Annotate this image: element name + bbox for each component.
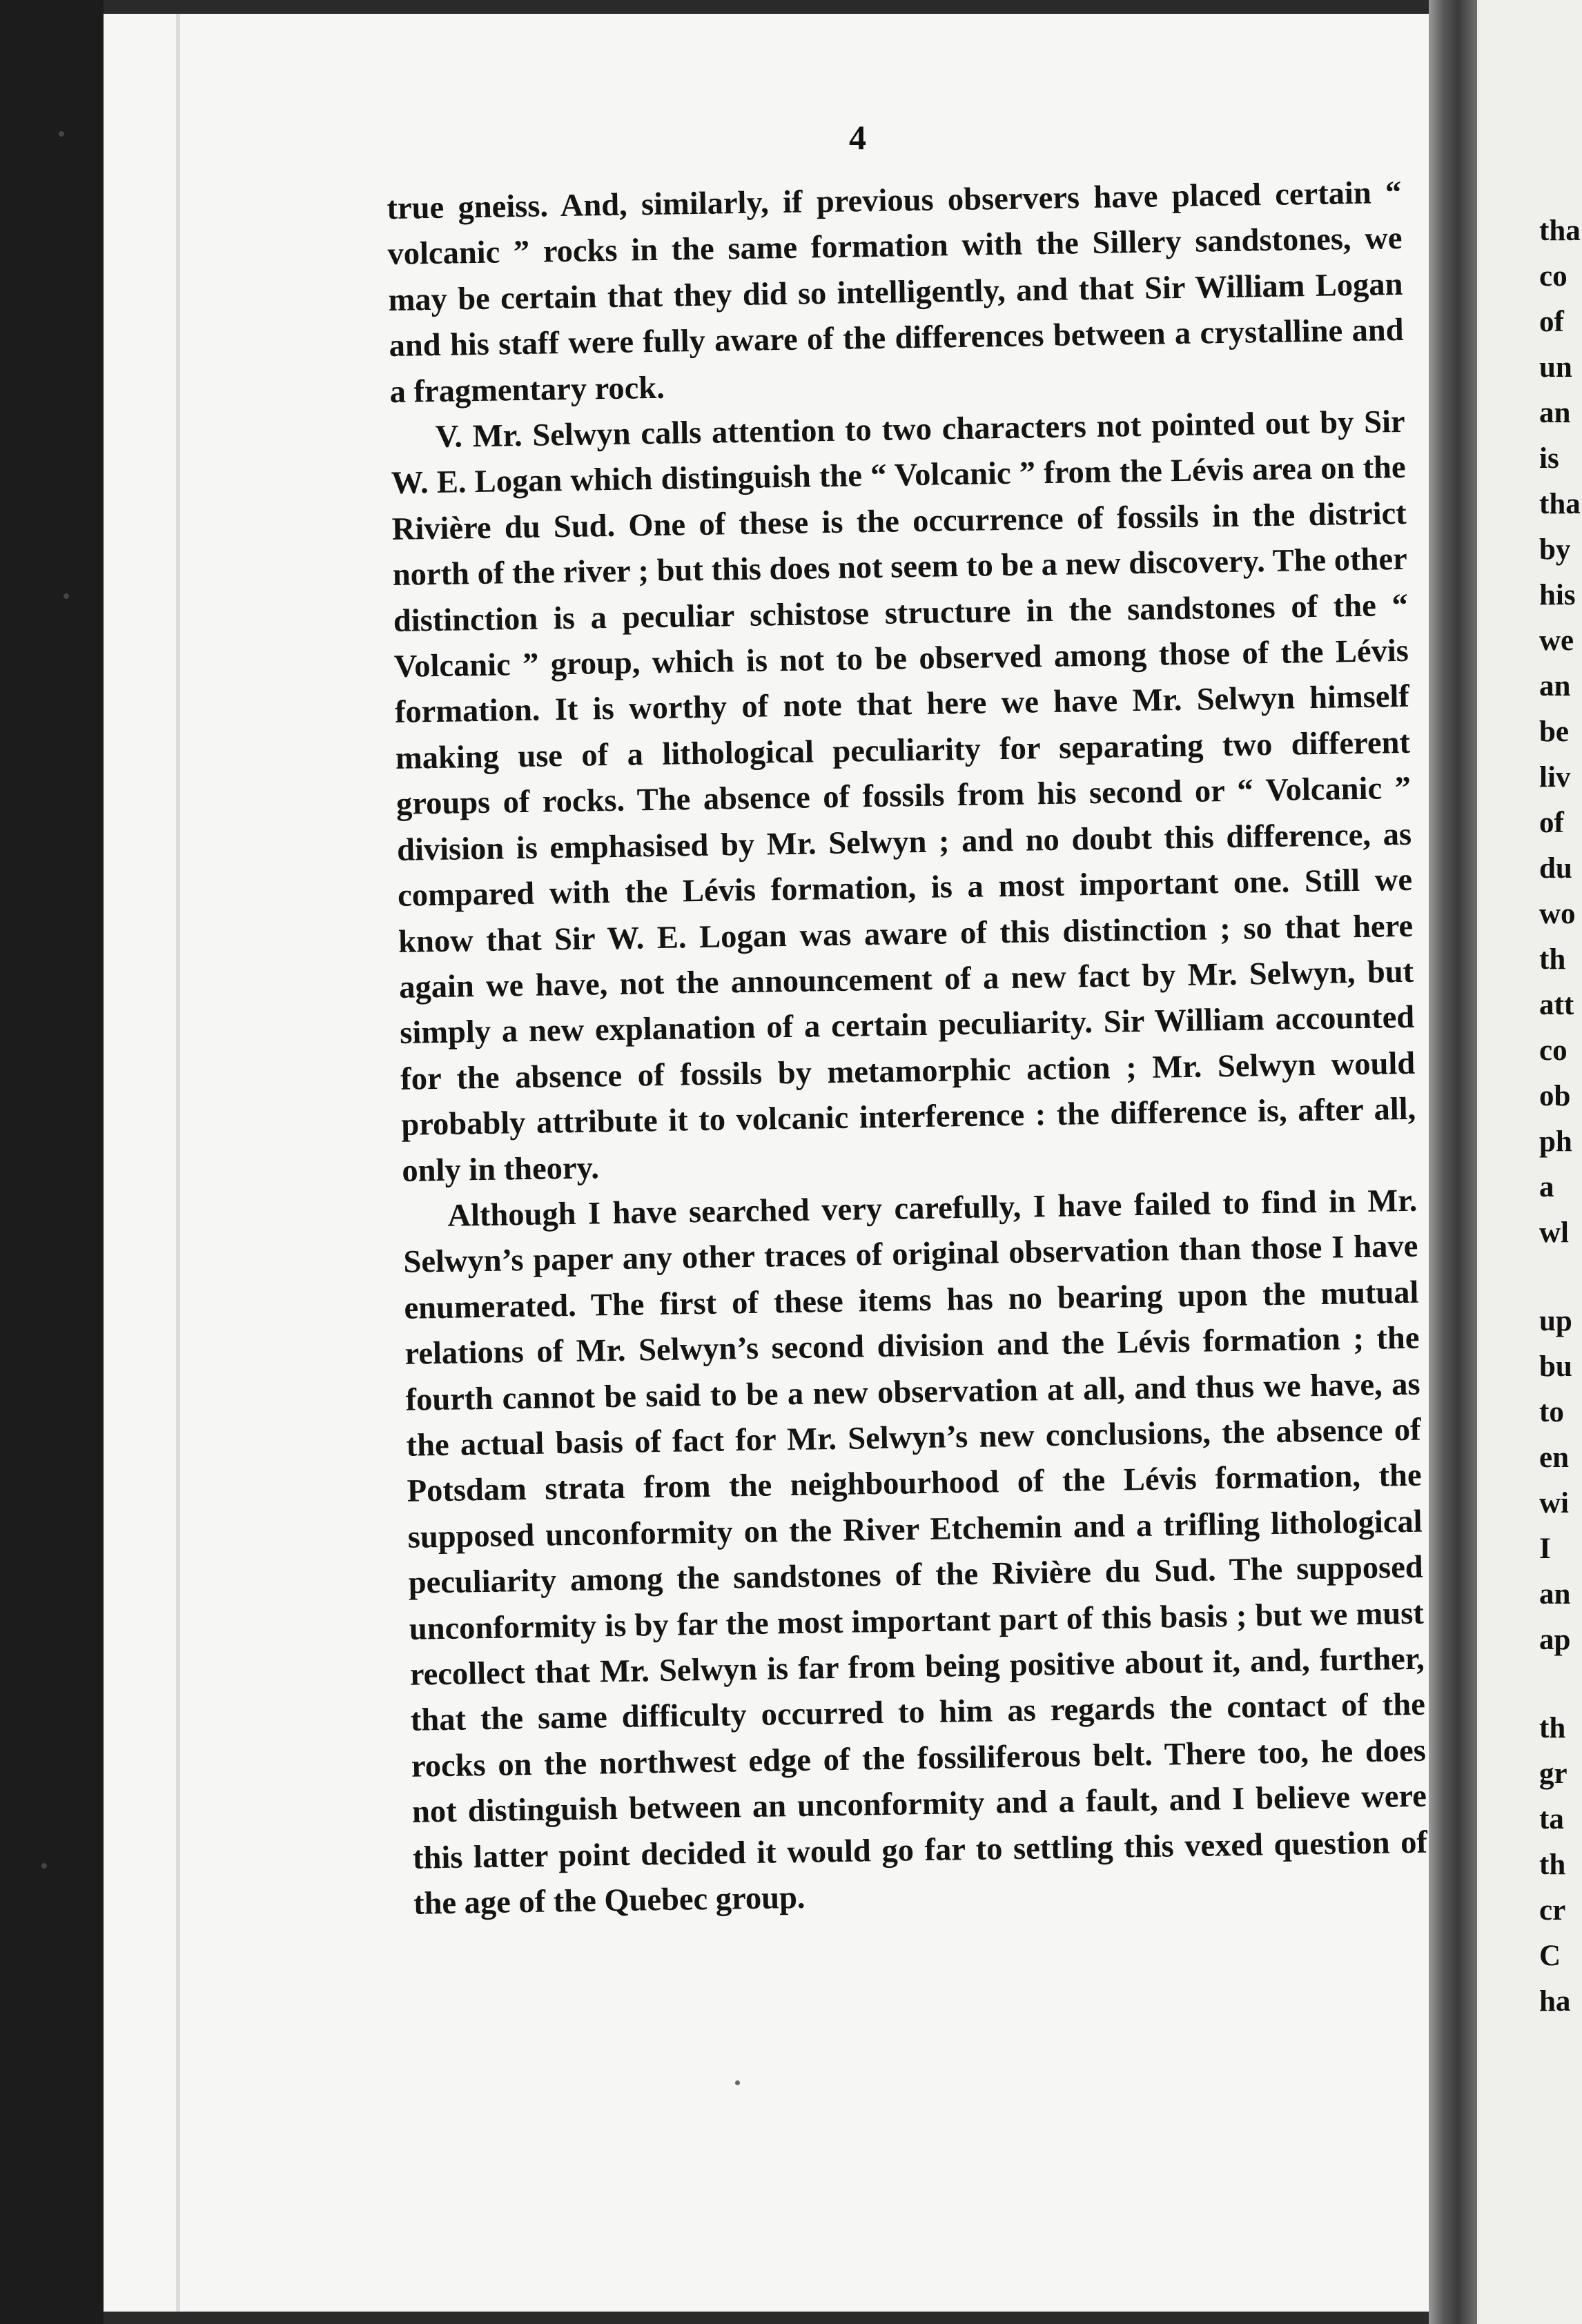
adjacent-page-fragment: be <box>1539 716 1569 748</box>
adjacent-page-fragment: liv <box>1539 761 1571 794</box>
adjacent-page-fragment: un <box>1539 351 1572 384</box>
page-number: 4 <box>849 118 866 157</box>
adjacent-page-fragment: th <box>1539 943 1566 976</box>
adjacent-page-fragment: att <box>1539 989 1574 1021</box>
adjacent-page-fragment: we <box>1539 624 1574 657</box>
adjacent-page <box>1477 0 1582 2324</box>
adjacent-page-fragment: ap <box>1539 1624 1571 1656</box>
paragraph: true gneiss. And, similarly, if previous observers have placed certain “ volcanic ” rocks in the same formation with the Sillery sandstones, we may be certain that they did so intelligently, and that Sir William Logan and his staff were fully aware of the differences between a crystalline and a fragmentary rock. <box>387 175 1404 410</box>
scan-speck <box>64 593 69 599</box>
adjacent-page-fragment: an <box>1539 1578 1571 1611</box>
adjacent-page-fragment: wi <box>1539 1487 1569 1519</box>
adjacent-page-fragment: du <box>1539 852 1572 885</box>
adjacent-page-fragment: tha <box>1539 488 1581 520</box>
scan-speck <box>59 131 64 137</box>
adjacent-page-fragment: en <box>1539 1441 1569 1474</box>
adjacent-page-fragment: a <box>1539 1171 1554 1203</box>
adjacent-page-fragment: th <box>1539 1712 1566 1744</box>
adjacent-page-fragment: gr <box>1539 1757 1568 1790</box>
adjacent-page-fragment: tha <box>1539 215 1581 247</box>
paragraph: Although I have searched very carefully, I have failed to find in Mr. Selwyn’s paper any other traces of original observation than those I have enumerated. The first of these items has no bearing upon the mutual relations of Mr. Selwyn’s second division and the Lévis formation ; the fourth cannot be said to be a new observation at all, and thus we have, as the actual basis of fact for Mr. Selwyn’s new conclusions, the absence of Potsdam strata from the neighbourhood of the Lévis formation, the supposed unconformity on the River Etchemin and a trifling lithological peculiarity among the sandstones of the Rivière du Sud. The supposed unconformity is by far the most important part of this basis ; but we must recollect that Mr. Selwyn is far from being positive about it, and, further, that the same difficulty occurred to him as regards the contact of the rocks on the northwest edge of the fossiliferous belt. There too, he does not distinguish between an unconformity and a fault, and I believe were this latter point decided it would go far to settling this vexed question of the age of the Quebec group. <box>403 1183 1428 1922</box>
body-text <box>387 170 1428 1927</box>
adjacent-page-fragment: an <box>1539 397 1571 429</box>
scan-speck <box>41 1863 47 1869</box>
adjacent-page-fragment: to <box>1539 1396 1564 1428</box>
adjacent-page-fragment: I <box>1539 1533 1551 1565</box>
adjacent-page-fragment: co <box>1539 260 1568 293</box>
adjacent-page-fragment: co <box>1539 1034 1568 1067</box>
page-edge <box>176 14 180 2312</box>
adjacent-page-fragment: ha <box>1539 1985 1571 2018</box>
adjacent-page-fragment: th <box>1539 1849 1566 1881</box>
adjacent-page-fragment: ph <box>1539 1125 1572 1158</box>
adjacent-page-fragment: an <box>1539 670 1571 702</box>
adjacent-page-fragment: by <box>1539 533 1571 566</box>
adjacent-page-fragment: is <box>1539 442 1559 475</box>
adjacent-page-fragment: wl <box>1539 1217 1569 1249</box>
adjacent-page-fragment: his <box>1539 579 1576 611</box>
adjacent-page-fragment: up <box>1539 1305 1572 1337</box>
adjacent-page-fragment: ob <box>1539 1080 1571 1112</box>
adjacent-page-fragment: C <box>1539 1940 1561 1972</box>
adjacent-page-fragment: of <box>1539 306 1564 338</box>
paragraph: V. Mr. Selwyn calls attention to two characters not pointed out by Sir W. E. Logan which distinguish the “ Volcanic ” from the Lévis area on the Rivière du Sud. One of these is the occurrence of fossils in the district north of the river ; but this does not seem to be a new discovery. The other distinction is a peculiar schistose structure in the sandstones of the “ Volcanic ” group, which is not to be observed among those of the Lévis formation. It is worthy of note that here we have Mr. Selwyn himself making use of a lithological peculiarity for separating two different groups of rocks. The absence of fossils from his second or “ Volcanic ” division is emphasised by Mr. Selwyn ; and no doubt this difference, as compared with the Lévis formation, is a most important one. Still we know that Sir W. E. Logan was aware of this distinction ; so that here again we have, not the announcement of a new fact by Mr. Selwyn, but simply a new explanation of a certain peculiarity. Sir William accounted for the absence of fossils by metamorphic action ; Mr. Selwyn would probably attribute it to volcanic interference : the difference is, after all, only in theory. <box>391 404 1416 1189</box>
adjacent-page-fragment: ta <box>1539 1803 1564 1835</box>
scan-speck <box>735 2080 740 2085</box>
adjacent-page-fragment: cr <box>1539 1894 1566 1927</box>
adjacent-page-fragment: bu <box>1539 1350 1572 1383</box>
book-gutter <box>1429 0 1477 2324</box>
adjacent-page-fragment: wo <box>1539 898 1576 930</box>
adjacent-page-fragment: of <box>1539 807 1564 839</box>
scan-left-margin <box>0 0 104 2324</box>
